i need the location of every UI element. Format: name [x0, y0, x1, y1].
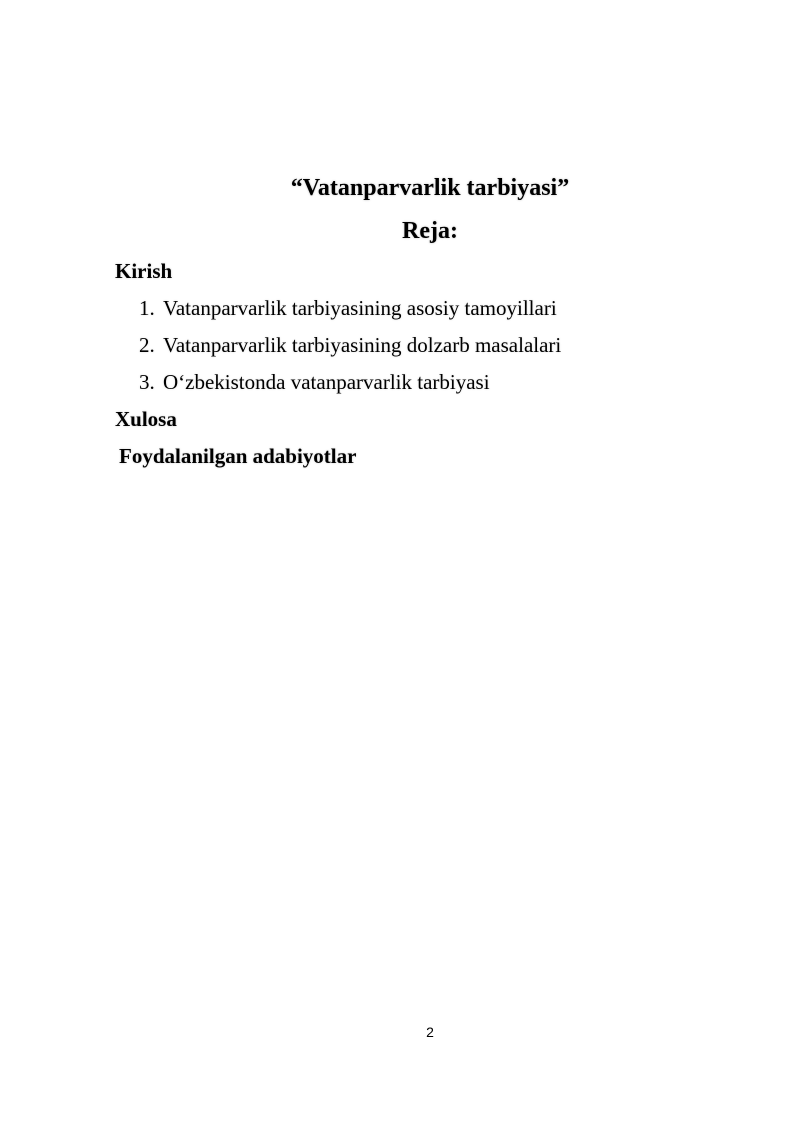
list-item-number: 2. — [139, 333, 155, 357]
list-item — [139, 368, 490, 396]
list-item-text: Vatanparvarlik tarbiyasining dolzarb masalalari — [163, 333, 562, 357]
list-item — [139, 294, 557, 322]
list-item-number: 3. — [139, 370, 155, 394]
list-item-text: O‘zbekistonda vatanparvarlik tarbiyasi — [163, 370, 490, 394]
plan-heading: Reja: — [402, 218, 458, 244]
document-title: “Vatanparvarlik tarbiyasi” — [290, 175, 570, 201]
list-item — [139, 331, 561, 359]
conclusion-heading: Xulosa — [115, 407, 177, 431]
list-item-number: 1. — [139, 296, 155, 320]
intro-heading: Kirish — [115, 259, 173, 283]
page-number: 2 — [426, 1024, 434, 1040]
references-heading: Foydalanilgan adabiyotlar — [119, 444, 357, 468]
list-item-text: Vatanparvarlik tarbiyasining asosiy tamoyillari — [163, 296, 557, 320]
